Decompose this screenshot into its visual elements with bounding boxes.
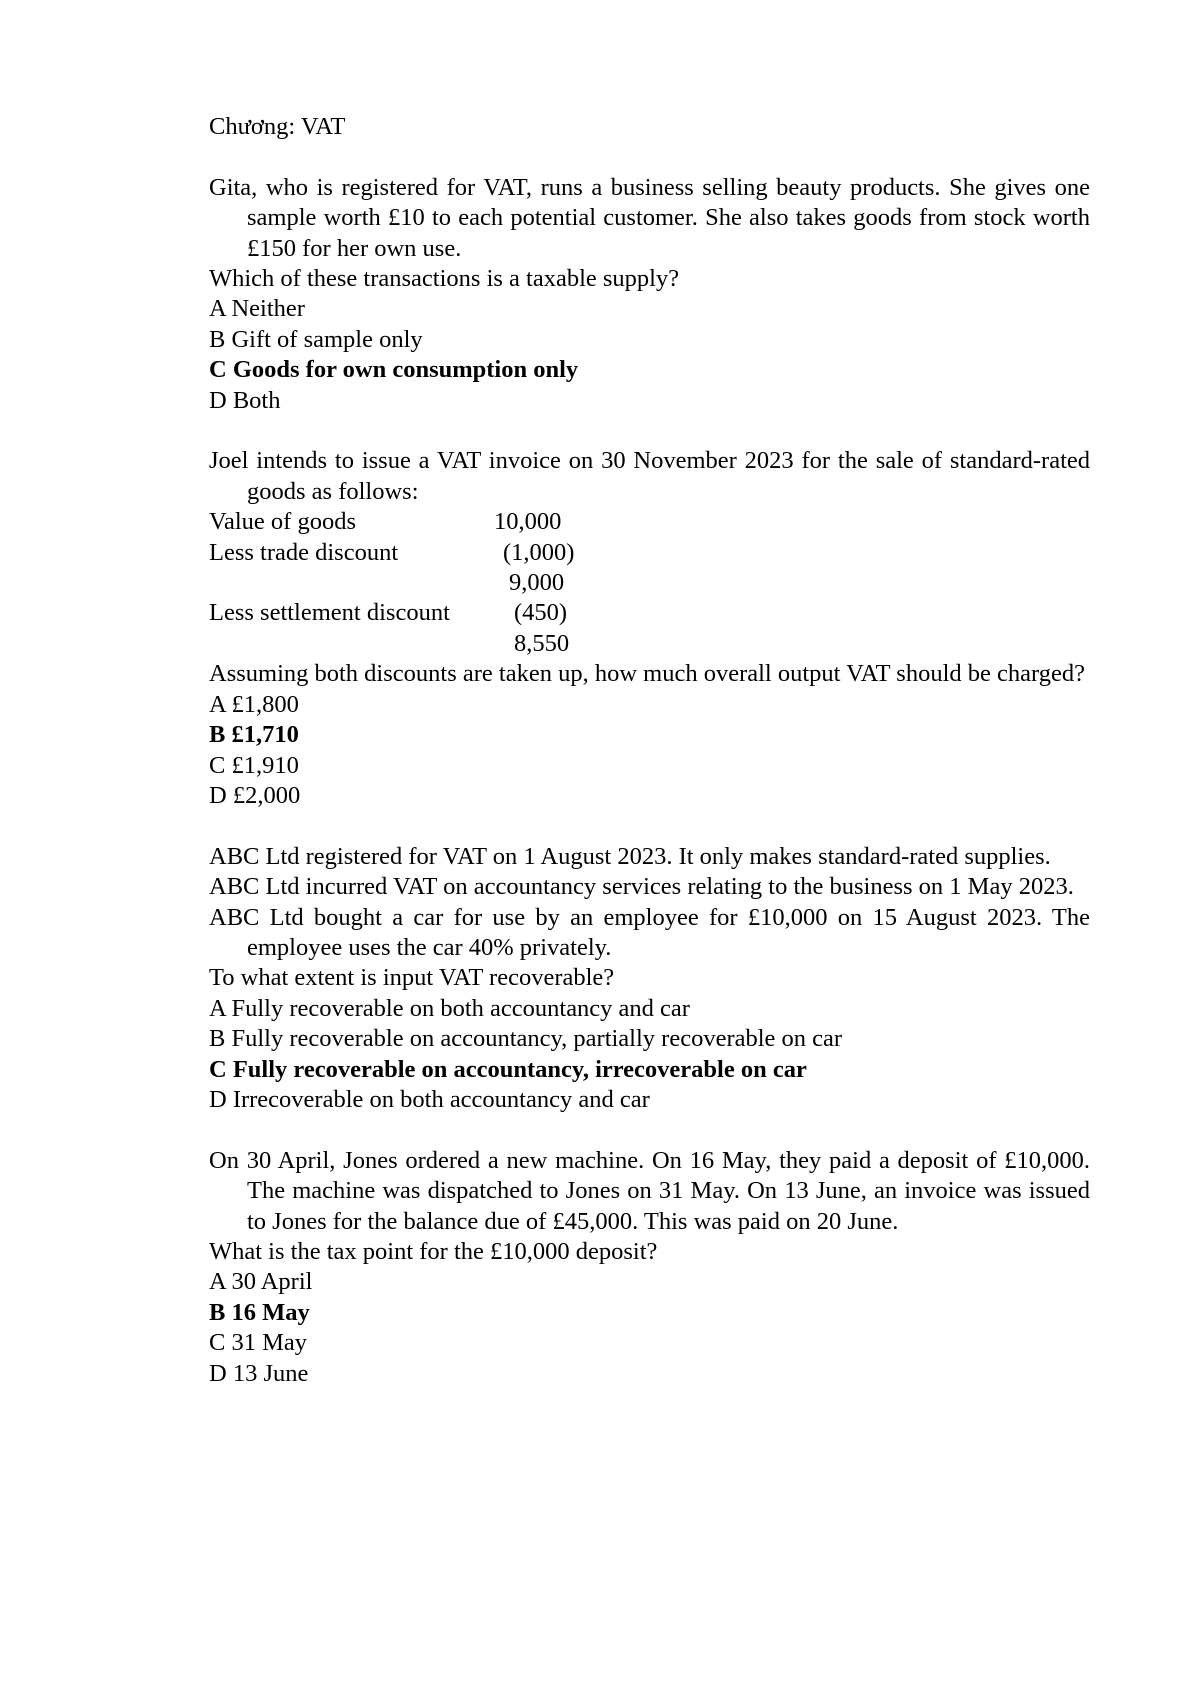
q2-option-d: D £2,000 <box>209 781 301 809</box>
calc-amount: 9,000 <box>509 569 565 597</box>
q4-stem: On 30 April, Jones ordered a new machine. On 16 May, they paid a deposit of £10,000. The machine was dispatched to Jones on 31 May. On 13 June, an invoice was issued to Jones for the balance due of £45,000. This was paid on 20 June. <box>209 1146 1090 1235</box>
q2-stem: Joel intends to issue a VAT invoice on 30 November 2023 for the sale of standard-rated goods as follows: <box>209 447 1090 505</box>
q3-option-c-answer: C Fully recoverable on accountancy, irrecoverable on car <box>209 1055 807 1083</box>
q4-option-c: C 31 May <box>209 1329 307 1357</box>
calc-label: Less trade discount <box>209 538 399 566</box>
q2-option-c: C £1,910 <box>209 751 299 779</box>
q1-option-d: D Both <box>209 386 281 414</box>
q1-stem: Gita, who is registered for VAT, runs a business selling beauty products. She gives one sample worth £10 to each potential customer. She also takes goods from stock worth £150 for her own use. <box>209 173 1090 262</box>
calc-row <box>209 538 1090 568</box>
calc-amount: (1,000) <box>503 538 575 566</box>
q3-stem-3: ABC Ltd bought a car for use by an employee for £10,000 on 15 August 2023. The employee uses the car 40% privately. <box>209 903 1090 961</box>
spacer <box>209 1115 1090 1145</box>
question-3 <box>209 842 1090 1116</box>
q2-question: Assuming both discounts are taken up, how much overall output VAT should be charged? <box>209 660 1085 688</box>
q3-question: To what extent is input VAT recoverable? <box>209 964 615 992</box>
question-1 <box>209 173 1090 416</box>
calc-label: Value of goods <box>209 508 356 536</box>
q3-stem-2: ABC Ltd incurred VAT on accountancy services relating to the business on 1 May 2023. <box>209 873 1074 901</box>
calc-amount: (450) <box>514 599 568 627</box>
spacer <box>209 142 1090 172</box>
q3-stem-1: ABC Ltd registered for VAT on 1 August 2023. It only makes standard-rated supplies. <box>209 842 1051 870</box>
q1-option-a: A Neither <box>209 295 305 323</box>
q1-question: Which of these transactions is a taxable supply? <box>209 265 680 293</box>
q2-calculation-table <box>209 507 1090 659</box>
q1-option-c-answer: C Goods for own consumption only <box>209 356 579 384</box>
q3-option-b: B Fully recoverable on accountancy, partially recoverable on car <box>209 1025 843 1053</box>
calc-label: Less settlement discount <box>209 599 450 627</box>
calc-label <box>209 629 494 659</box>
calc-label <box>209 568 494 598</box>
q4-option-b-answer: B 16 May <box>209 1298 310 1326</box>
question-4 <box>209 1146 1090 1389</box>
calc-row <box>209 568 1090 598</box>
q2-option-a: A £1,800 <box>209 690 299 718</box>
calc-row <box>209 598 1090 628</box>
q4-option-a: A 30 April <box>209 1268 313 1296</box>
chapter-heading: Chương: VAT <box>209 113 346 140</box>
spacer <box>209 416 1090 446</box>
q4-question: What is the tax point for the £10,000 deposit? <box>209 1237 658 1265</box>
q4-option-d: D 13 June <box>209 1359 309 1387</box>
calc-row <box>209 629 1090 659</box>
q3-option-a: A Fully recoverable on both accountancy and car <box>209 994 690 1022</box>
spacer <box>209 811 1090 841</box>
question-2 <box>209 446 1090 811</box>
calc-row <box>209 507 1090 537</box>
q3-option-d: D Irrecoverable on both accountancy and car <box>209 1085 650 1113</box>
q1-option-b: B Gift of sample only <box>209 325 423 353</box>
document-page <box>209 112 1090 1389</box>
calc-amount: 10,000 <box>494 508 562 536</box>
q2-option-b-answer: B £1,710 <box>209 721 299 749</box>
calc-amount: 8,550 <box>514 629 570 657</box>
